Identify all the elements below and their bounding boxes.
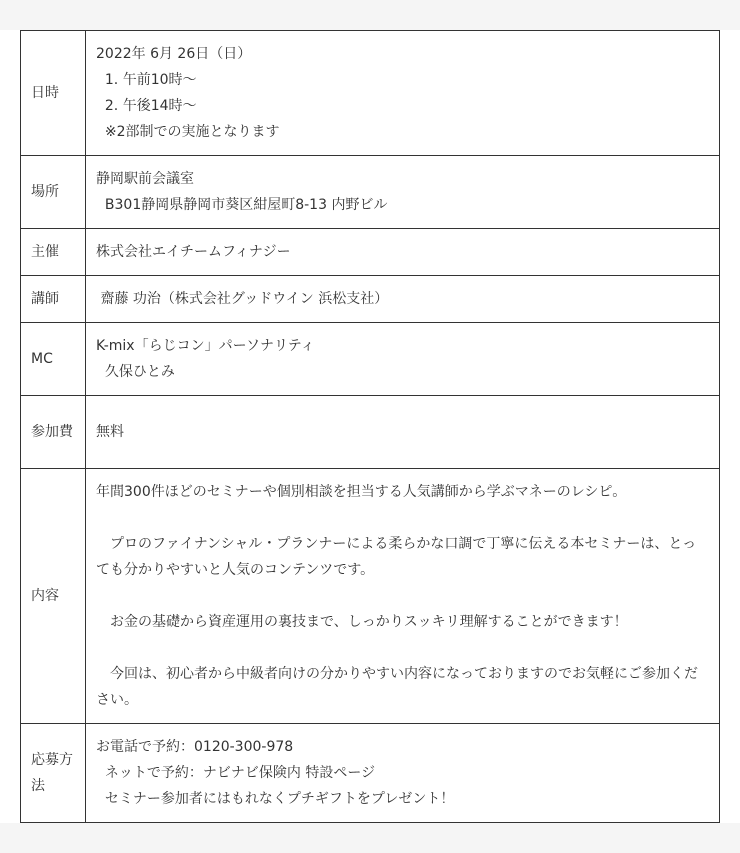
- datetime-note: ※2部制での実施となります: [96, 124, 280, 140]
- page: [0, 30, 740, 823]
- label-content: 内容: [21, 469, 86, 724]
- label-mc: MC: [21, 323, 86, 396]
- application-gift: セミナー参加者にはもれなくプチギフトをプレゼント！: [96, 791, 455, 807]
- application-phone: お電話で予約：0120-300-978: [96, 739, 294, 755]
- row-organizer: [21, 229, 720, 276]
- content-paragraph-4: 今回は、初心者から中級者向けの分かりやすい内容になっておりますのでお気軽にご参加ください。: [96, 666, 698, 708]
- venue-name: 静岡駅前会議室: [96, 171, 194, 187]
- row-lecturer: [21, 276, 720, 323]
- value-mc: [86, 323, 720, 396]
- label-datetime: 日時: [21, 31, 86, 156]
- row-mc: [21, 323, 720, 396]
- value-lecturer: [86, 276, 720, 323]
- value-datetime: [86, 31, 720, 156]
- label-organizer: 主催: [21, 229, 86, 276]
- value-organizer: [86, 229, 720, 276]
- content-spacer: [96, 505, 709, 531]
- row-application: [21, 724, 720, 823]
- datetime-date: 2022年 6月 26日（日）: [96, 46, 252, 62]
- datetime-session-1: 1. 午前10時～: [96, 72, 197, 88]
- content-paragraph-3: お金の基礎から資産運用の裏技まで、しっかりスッキリ理解することができます！: [96, 614, 628, 630]
- datetime-session-2: 2. 午後14時～: [96, 98, 197, 114]
- label-venue: 場所: [21, 156, 86, 229]
- content-paragraph-2: プロのファイナンシャル・プランナーによる柔らかな口調で丁寧に伝える本セミナーは、とっても分かりやすいと人気のコンテンツです。: [96, 536, 697, 578]
- lecturer-name: 齋藤 功治（株式会社グッドウイン 浜松支社）: [96, 291, 389, 307]
- mc-name: 久保ひとみ: [96, 364, 175, 380]
- label-lecturer: 講師: [21, 276, 86, 323]
- row-venue: [21, 156, 720, 229]
- application-web: ネットで予約：ナビナビ保険内 特設ページ: [96, 765, 376, 781]
- value-application: [86, 724, 720, 823]
- label-application: 応募方法: [21, 724, 86, 823]
- event-info-table: [20, 30, 720, 823]
- label-fee: 参加費: [21, 396, 86, 469]
- row-fee: [21, 396, 720, 469]
- content-spacer: [96, 583, 709, 609]
- venue-address: B301静岡県静岡市葵区紺屋町8-13 内野ビル: [96, 197, 388, 213]
- value-fee: [86, 396, 720, 469]
- value-venue: [86, 156, 720, 229]
- fee-value: 無料: [96, 424, 124, 440]
- content-spacer: [96, 635, 709, 661]
- row-content: [21, 469, 720, 724]
- value-content: [86, 469, 720, 724]
- row-datetime: [21, 31, 720, 156]
- content-paragraph-1: 年間300件ほどのセミナーや個別相談を担当する人気講師から学ぶマネーのレシピ。: [96, 484, 627, 500]
- organizer-name: 株式会社エイチームフィナジー: [96, 244, 291, 260]
- mc-program: K-mix「らじコン」パーソナリティ: [96, 338, 315, 354]
